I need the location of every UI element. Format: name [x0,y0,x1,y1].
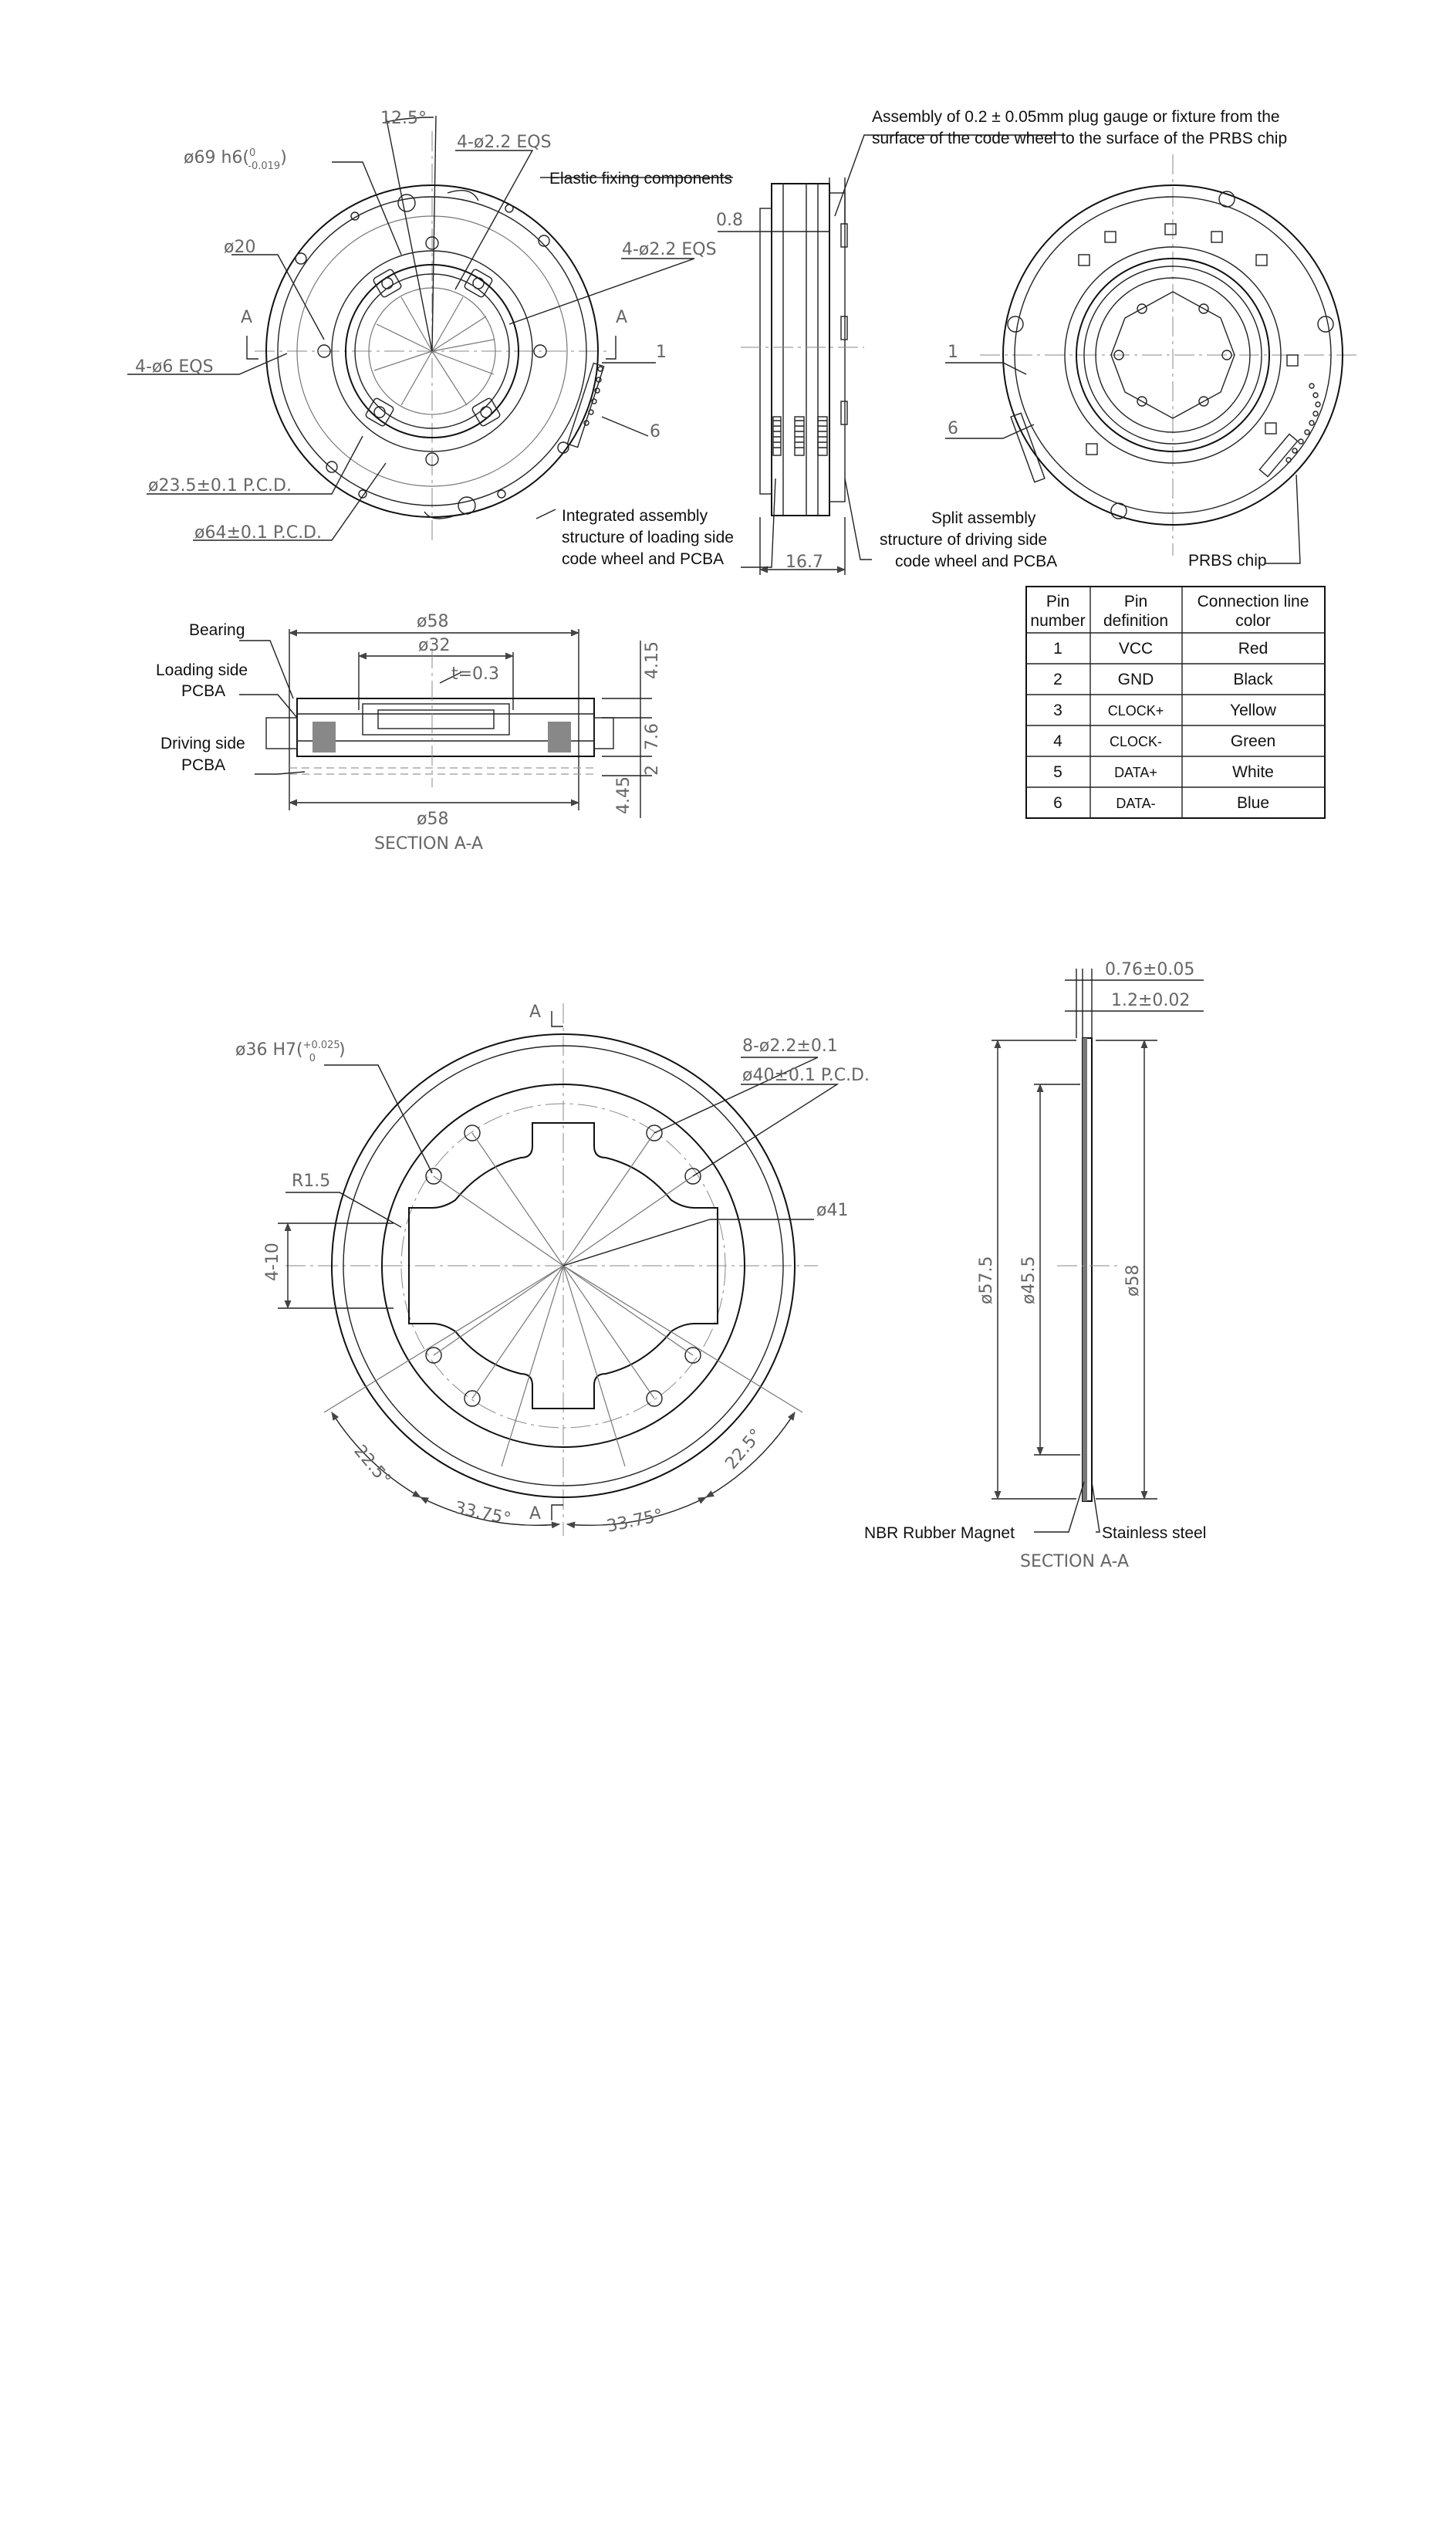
pin-table-header-color-line1: Connection line [1197,593,1309,610]
section-d58-top-label: ø58 [417,612,449,631]
pin-table-cell: 1 [1053,640,1062,658]
loading-side-line2: PCBA [181,682,226,700]
dim-0-8-label: 0.8 [716,211,743,230]
wheel-r15-label: R1.5 [292,1172,331,1191]
integrated-assembly-line2: structure of loading side [562,529,734,546]
pin-table-header-color-line2: color [1235,612,1271,630]
rear-balloon-1-label: 1 [948,343,958,362]
pin-table-cell: 6 [1053,794,1062,812]
integrated-assembly-line3: code wheel and PCBA [562,550,725,568]
balloon-6-label: 6 [650,422,660,441]
pin-table-header-def-line2: definition [1103,612,1169,630]
wheel-h7-fit-label: ø36 H7($^{+0.025}$ 0 ) [235,1040,346,1064]
section-d455-label: ø45.5 [1019,1256,1039,1304]
split-assembly-line1: Split assembly [931,509,1036,527]
encoder-rear-view [945,154,1358,563]
wheel-d410-label: 4-10 [263,1243,282,1281]
pin-table-cell: 5 [1053,763,1062,781]
stainless-steel-label: Stainless steel [1102,1524,1207,1542]
elastic-fixing-label: Elastic fixing components [549,170,732,188]
eqs-2-2-right-label: 4-ø2.2 EQS [622,240,717,259]
pin-table-header-pin-line2: number [1030,612,1086,630]
eqs-6-label: 4-ø6 EQS [135,357,214,377]
pin-table-cell: VCC [1118,640,1154,658]
integrated-assembly-line1: Integrated assembly [562,507,708,525]
wheel-pcd40-label: ø40±0.1 P.C.D. [742,1066,870,1085]
pin-table-cell: Red [1238,640,1269,658]
bearing-label: Bearing [189,621,245,639]
section-t03-label: t=0.3 [451,665,500,684]
driving-side-line1: Driving side [160,735,245,752]
section-d445-label: 4.45 [614,776,633,814]
pin-table-cell: CLOCK+ [1107,703,1164,719]
loading-side-line1: Loading side [156,661,248,679]
driving-side-line2: PCBA [181,756,226,774]
pin-table-cell: 4 [1053,732,1062,750]
pin-table-cell: White [1232,763,1274,781]
wheel-a-top-marker: A [529,1003,542,1022]
pin-table-cell: 2 [1053,671,1062,688]
angle-12-5-label: 12.5° [380,109,427,128]
pin-table-header-def-line1: Pin [1123,593,1148,610]
pin-table-cell: Blue [1236,794,1270,812]
wheel-angle-22-5-right: 22.5° [721,1425,767,1473]
split-assembly-line2: structure of driving side [880,531,1048,549]
pin-table-cell: Green [1230,732,1276,750]
section-d12-label: 1.2±0.02 [1111,991,1191,1010]
pcd-23-5-label: ø23.5±0.1 P.C.D. [148,476,292,495]
pin-table-cell: CLOCK- [1109,734,1163,749]
nbr-rubber-magnet-label: NBR Rubber Magnet [864,1524,1015,1542]
section-d076-label: 0.76±0.05 [1105,960,1195,979]
section-a-right-marker: A [616,308,628,327]
pin-table-cell: Yellow [1230,702,1276,719]
wheel-angle-22-5-left: 22.5° [350,1441,395,1490]
wheel-angle-33-75-right: 33.75° [605,1506,665,1537]
wheel-section-title: SECTION A-A [1020,1552,1129,1571]
wheel-d41-label: ø41 [816,1201,849,1220]
eqs-2-2-top-label: 4-ø2.2 EQS [457,133,552,152]
pin-table-cell: GND [1117,671,1154,688]
section-d32-label: ø32 [418,636,451,655]
section-d58-label: ø58 [1123,1264,1143,1297]
section-d58-bottom-label: ø58 [417,810,449,829]
section-d575-label: ø57.5 [977,1256,996,1304]
section-d2-label: 2 [643,765,662,776]
wheel-a-bottom-marker: A [529,1504,542,1524]
section-aa-title: SECTION A-A [374,834,483,854]
prbs-chip-label: PRBS chip [1188,552,1267,570]
split-assembly-line3: code wheel and PCBA [895,553,1058,570]
assembly-note-line1: Assembly of 0.2 ± 0.05mm plug gauge or fixture from the [872,108,1280,126]
encoder-section-aa [239,629,652,818]
assembly-note-line2: surface of the code wheel to the surface of the PRBS chip [872,130,1288,147]
section-a-left-marker: A [241,308,253,327]
section-d76-label: 7.6 [643,723,662,750]
dim-16-7-label: 16.7 [785,553,823,572]
pcd-64-label: ø64±0.1 P.C.D. [194,523,322,543]
pin-table-header-pin-line1: Pin [1046,593,1070,610]
wheel-angle-33-75-left: 33.75° [452,1498,513,1530]
diameter-20-label: ø20 [224,238,256,257]
section-d415-label: 4.15 [643,641,662,679]
code-wheel-section [991,969,1204,1532]
wheel-holes-label: 8-ø2.2±0.1 [742,1037,838,1056]
h6-fit-label: ø69 h6($^0$ -0.019) [184,147,287,172]
pin-table-cell: Black [1233,671,1273,688]
pin-table-cell: DATA+ [1114,765,1157,780]
balloon-1-label: 1 [656,343,667,362]
pin-table-cell: DATA- [1116,796,1156,811]
rear-balloon-6-label: 6 [948,419,958,438]
pin-table-cell: 3 [1053,702,1062,719]
